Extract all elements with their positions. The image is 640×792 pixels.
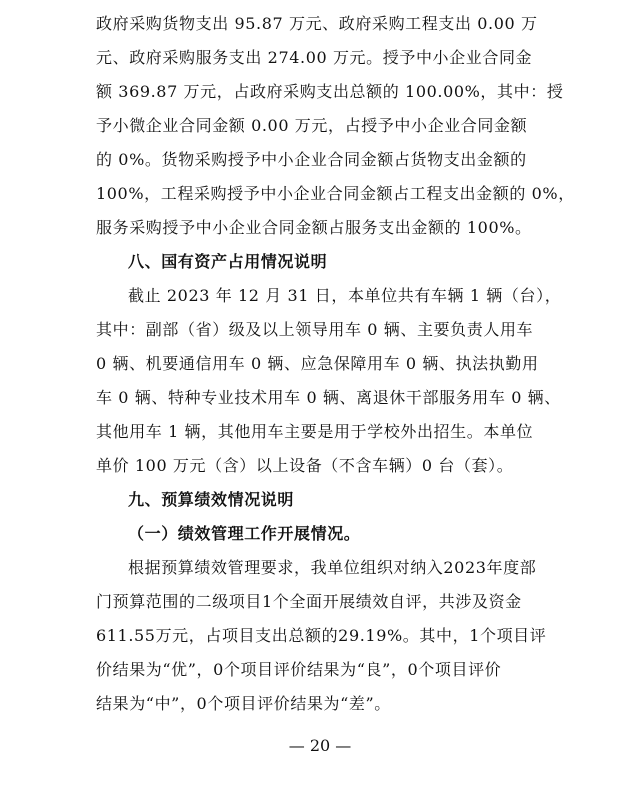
subsection-heading: （一）绩效管理工作开展情况。 (128, 524, 361, 543)
body-text-line: 元、政府采购服务支出 274.00 万元。授予中小企业合同金 (96, 48, 533, 67)
body-text-line: 服务采购授予中小企业合同金额占服务支出金额的 100%。 (96, 218, 532, 237)
body-text-line: 0 辆、机要通信用车 0 辆、应急保障用车 0 辆、执法执勤用 (96, 354, 539, 373)
body-text-line: 予小微企业合同金额 0.00 万元，占授予中小企业合同金额 (96, 116, 528, 135)
body-text-line: 其中：副部（省）级及以上领导用车 0 辆、主要负责人用车 (96, 320, 534, 339)
body-text-line: 611.55万元，占项目支出总额的29.19%。其中，1个项目评 (96, 626, 547, 645)
body-text-line: 价结果为“优”，0个项目评价结果为“良”，0个项目评价 (96, 660, 502, 679)
section-heading: 九、预算绩效情况说明 (128, 490, 295, 509)
body-text-line: 100%，工程采购授予中小企业合同金额占工程支出金额的 0%， (96, 184, 575, 203)
body-text-line: 的 0%。货物采购授予中小企业合同金额占货物支出金额的 (96, 150, 527, 169)
body-text-line: 其他用车 1 辆，其他用车主要是用于学校外出招生。本单位 (96, 422, 534, 441)
body-text-line: 单价 100 万元（含）以上设备（不含车辆）0 台（套）。 (96, 456, 514, 475)
body-text-line: 门预算范围的二级项目1个全面开展绩效自评，共涉及资金 (96, 592, 522, 611)
body-text-line: 政府采购货物支出 95.87 万元、政府采购工程支出 0.00 万 (96, 14, 538, 33)
body-text-line: 截止 2023 年 12 月 31 日，本单位共有车辆 1 辆（台）， (128, 286, 562, 305)
body-text-line: 额 369.87 万元，占政府采购支出总额的 100.00%，其中：授 (96, 82, 564, 101)
page-number: — 20 — (288, 736, 352, 755)
section-heading: 八、国有资产占用情况说明 (128, 252, 328, 271)
body-text-line: 结果为“中”，0个项目评价结果为“差”。 (96, 694, 391, 713)
body-text-line: 车 0 辆、特种专业技术用车 0 辆、离退休干部服务用车 0 辆、 (96, 388, 561, 407)
body-text-line: 根据预算绩效管理要求，我单位组织对纳入2023年度部 (128, 558, 537, 577)
